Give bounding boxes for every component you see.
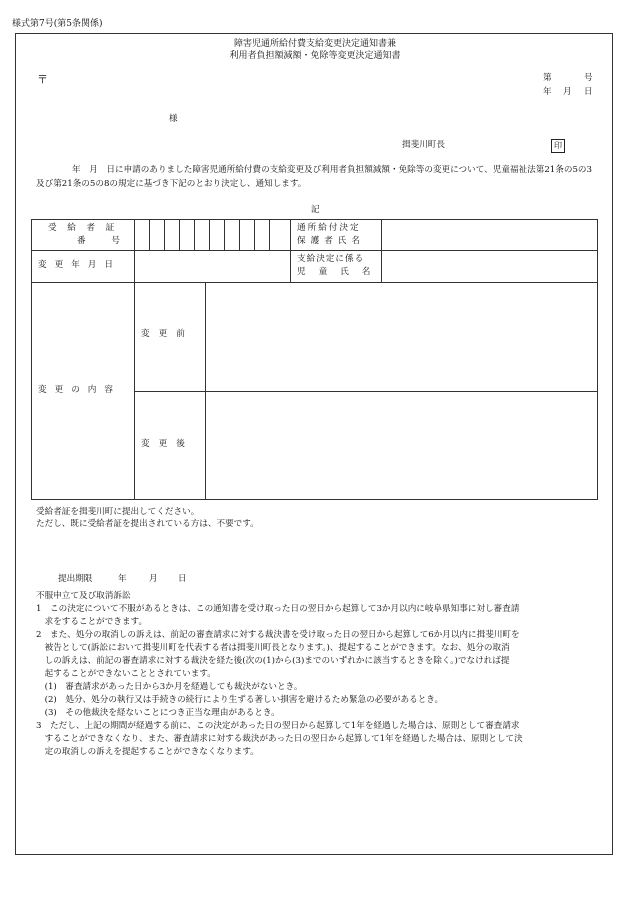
deadline-month: 月	[149, 574, 158, 584]
digit-box-divider	[239, 220, 240, 250]
document-title-line2: 利用者負担額減額・免除等変更決定通知書	[229, 51, 401, 61]
after-change-label: 変更後	[141, 439, 194, 449]
change-date-label: 変更年月日	[38, 260, 121, 270]
table-rule-mid-col	[290, 220, 291, 282]
appeal-line: (1) 審査請求があった日から3か月を経過しても裁決がないとき。	[36, 682, 303, 692]
appeal-line: 3 ただし、上記の期間が経過する前に、この決定があった日の翌日から起算して1年を経過した場合は、原則として審査請求	[36, 721, 520, 731]
digit-box-divider	[194, 220, 195, 250]
issue-date-year: 年	[543, 87, 552, 97]
deadline-label: 提出期限	[58, 574, 93, 584]
digit-box-divider	[224, 220, 225, 250]
appeal-heading: 不服申立て及び取消訴訟	[36, 591, 131, 601]
digit-box-divider	[149, 220, 150, 250]
official-seal-box: 印	[551, 139, 565, 153]
guardian-label-1: 通所給付決定	[297, 223, 361, 233]
details-table	[31, 219, 598, 500]
before-change-label: 変更前	[141, 329, 194, 339]
issue-date-month: 月	[563, 87, 572, 97]
appeal-line: 1 この決定について不服があるときは、この通知書を受け取った日の翌日から起算して3か月以内に岐阜県知事に対し審査請	[36, 604, 520, 614]
digit-box-divider	[179, 220, 180, 250]
table-rule-sublabel-col	[205, 282, 206, 500]
digit-box-divider	[164, 220, 165, 250]
document-number-prefix: 第	[543, 73, 552, 83]
digit-box-divider	[269, 220, 270, 250]
ki-heading: 記	[311, 205, 320, 215]
appeal-line: (3) その他裁決を経ないことにつき正当な理由があるとき。	[36, 708, 280, 718]
appeal-line: 起することができないこととされています。	[36, 669, 216, 679]
submission-instruction	[36, 506, 259, 530]
table-rule-row1	[32, 250, 598, 251]
form-number-label: 様式第7号(第5条関係)	[12, 19, 103, 29]
submission-instruction-line1: 受給者証を揖斐川町に提出してください。	[36, 507, 200, 517]
appeal-line: することができなくなり、また、審査請求に対する裁決があった日の翌日から起算して1年を経過した場合は、原則として決	[36, 734, 523, 744]
issue-date-day: 日	[584, 87, 593, 97]
guardian-label-2: 保護者氏名	[297, 236, 365, 246]
change-content-label: 変更の内容	[38, 385, 121, 395]
deadline-day: 日	[178, 574, 187, 584]
addressee-honorific: 様	[169, 114, 178, 124]
issuer-mayor: 揖斐川町長	[402, 140, 445, 150]
appeal-line: 2 また、処分の取消しの訴えは、前記の審査請求に対する裁決書を受け取った日の翌日から起算して6か月以内に揖斐川町を	[36, 630, 520, 640]
appeal-line: 定の取消しの訴えを提起することができなくなります。	[36, 747, 259, 757]
document-number-suffix: 号	[584, 73, 593, 83]
child-label-2: 児童氏名	[297, 267, 384, 277]
appeal-line: 求をすることができます。	[36, 617, 148, 627]
table-rule-row2	[32, 282, 598, 283]
deadline-year: 年	[118, 574, 127, 584]
appeal-line: (2) 処分、処分の執行又は手続きの続行により生ずる著しい損害を避けるため緊急の必要があるとき。	[36, 695, 444, 705]
postal-mark: 〒	[37, 73, 48, 86]
recipient-number-label-1: 受 給 者 証	[48, 223, 116, 233]
digit-box-divider	[254, 220, 255, 250]
child-label-1: 支給決定に係る	[297, 254, 365, 264]
appeal-line: 被告として(訴訟において揖斐川町を代表する者は揖斐川町長となります。)、提起することができます。なお、処分の取消	[36, 643, 510, 653]
table-rule-label-col	[134, 220, 135, 500]
notice-body: 年 月 日に申請のありました障害児通所給付費の支給変更及び利用者負担額減額・免除等の変更について、児童福祉法第21条の5の3及び第21条の5の8の規定に基づき下記のとおり決定し、通知します。	[36, 165, 592, 189]
document-title-line1: 障害児通所給付費支給変更決定通知書兼	[233, 39, 396, 49]
submission-instruction-line2: ただし、既に受給者証を提出されている方は、不要です。	[36, 519, 259, 529]
appeal-line: しの訴えは、前記の審査請求に対する裁決を経た後(次の(1)から(3)までのいずれかに該当するときを除く。)でなければ提	[36, 656, 510, 666]
digit-box-divider	[209, 220, 210, 250]
table-rule-before-after	[134, 391, 598, 392]
recipient-number-label-2: 番 号	[77, 236, 120, 246]
